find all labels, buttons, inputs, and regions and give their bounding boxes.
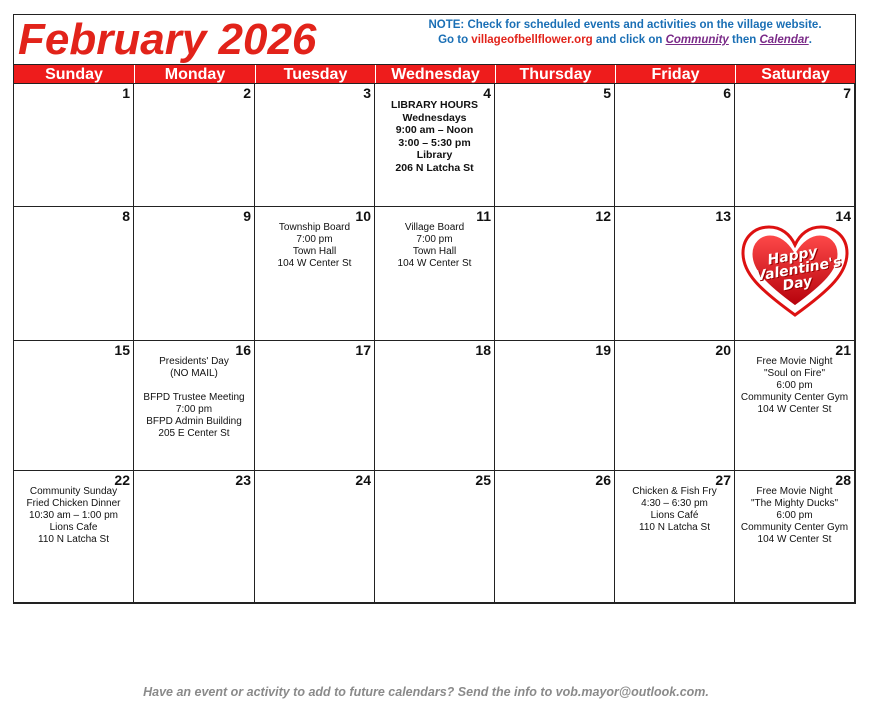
day-cell <box>615 207 735 341</box>
day-number: 8 <box>122 208 130 224</box>
valentine-heart-image <box>739 223 851 323</box>
day-cell <box>255 207 375 341</box>
day-events: Free Movie Night "The Mighty Ducks" 6:00 pm Community Center Gym 104 W Center St <box>740 486 849 545</box>
day-number: 13 <box>715 208 731 224</box>
day-cell <box>735 207 855 341</box>
weekday-friday: Friday <box>615 65 735 83</box>
day-events: Village Board 7:00 pm Town Hall 104 W Center St <box>397 222 472 269</box>
day-number: 2 <box>243 85 251 101</box>
day-number: 21 <box>835 342 851 358</box>
day-cell <box>615 341 735 471</box>
day-number: 10 <box>355 208 371 224</box>
weekday-wednesday: Wednesday <box>375 65 495 83</box>
day-number: 7 <box>843 85 851 101</box>
note-go-to: Go to <box>438 34 472 46</box>
day-cell <box>735 471 855 603</box>
day-number: 20 <box>715 342 731 358</box>
day-cell <box>735 341 855 471</box>
day-events: Free Movie Night "Soul on Fire" 6:00 pm Community Center Gym 104 W Center St <box>740 356 849 415</box>
note-line-2 <box>400 33 850 48</box>
day-number: 1 <box>122 85 130 101</box>
day-cell <box>134 471 255 603</box>
community-link[interactable]: Community <box>665 34 729 46</box>
day-cell <box>255 341 375 471</box>
day-cell <box>134 341 255 471</box>
day-number: 27 <box>715 472 731 488</box>
day-cell <box>375 471 495 603</box>
day-events: Township Board 7:00 pm Town Hall 104 W Center St <box>277 222 352 269</box>
day-cell <box>134 84 255 207</box>
day-cell <box>615 471 735 603</box>
calendar-title: February 2026 <box>18 15 317 64</box>
day-number: 5 <box>603 85 611 101</box>
note-then: then <box>728 34 760 46</box>
day-number: 9 <box>243 208 251 224</box>
day-cell <box>134 207 255 341</box>
day-events: LIBRARY HOURS Wednesdays 9:00 am – Noon 3:00 – 5:30 pm Library 206 N Latcha St <box>391 99 478 174</box>
day-number: 15 <box>114 342 130 358</box>
day-events: Community Sunday Fried Chicken Dinner 10:30 am – 1:00 pm Lions Cafe 110 N Latcha St <box>26 486 121 545</box>
day-cell <box>375 207 495 341</box>
day-cell <box>14 84 134 207</box>
note-period: . <box>808 34 812 46</box>
website-note <box>400 18 850 48</box>
day-number: 4 <box>483 85 491 101</box>
day-number: 12 <box>595 208 611 224</box>
day-number: 17 <box>355 342 371 358</box>
day-number: 6 <box>723 85 731 101</box>
day-cell <box>735 84 855 207</box>
note-click-on: and click on <box>592 34 666 46</box>
day-number: 24 <box>355 472 371 488</box>
weekday-monday: Monday <box>134 65 255 83</box>
day-number: 11 <box>476 208 491 224</box>
day-cell <box>615 84 735 207</box>
day-number: 26 <box>595 472 611 488</box>
day-number: 16 <box>235 342 251 358</box>
day-number: 19 <box>595 342 611 358</box>
day-number: 25 <box>475 472 491 488</box>
day-cell <box>495 341 615 471</box>
day-events: Presidents' Day (NO MAIL) BFPD Trustee Meeting 7:00 pm BFPD Admin Building 205 E Center St <box>143 356 245 439</box>
day-cell <box>375 341 495 471</box>
valentine-text: Happy Valentine's Day <box>754 243 843 295</box>
day-number: 18 <box>475 342 491 358</box>
day-cell <box>14 471 134 603</box>
note-line-1: NOTE: Check for scheduled events and activities on the village website. <box>428 19 822 31</box>
day-cell <box>495 207 615 341</box>
day-cell <box>375 84 495 207</box>
calendar-grid <box>13 84 856 603</box>
calendar-link[interactable]: Calendar <box>759 34 809 46</box>
day-number: 28 <box>835 472 851 488</box>
day-cell <box>495 84 615 207</box>
website-link[interactable]: villageofbellflower.org <box>471 34 593 46</box>
day-cell <box>255 471 375 603</box>
weekday-sunday: Sunday <box>45 66 103 83</box>
weekday-header <box>13 64 856 84</box>
weekday-tuesday: Tuesday <box>255 65 375 83</box>
weekday-saturday: Saturday <box>735 65 855 83</box>
day-number: 23 <box>235 472 251 488</box>
day-cell <box>14 207 134 341</box>
weekday-thursday: Thursday <box>495 65 615 83</box>
day-events: Chicken & Fish Fry 4:30 – 6:30 pm Lions Café 110 N Latcha St <box>632 486 717 533</box>
footer-note: Have an event or activity to add to future calendars? Send the info to vob.mayor@outlook.com. <box>143 685 709 699</box>
day-number: 22 <box>114 472 130 488</box>
day-cell <box>495 471 615 603</box>
day-cell <box>14 341 134 471</box>
day-number: 3 <box>363 85 371 101</box>
day-number: 14 <box>835 208 851 224</box>
day-cell <box>255 84 375 207</box>
